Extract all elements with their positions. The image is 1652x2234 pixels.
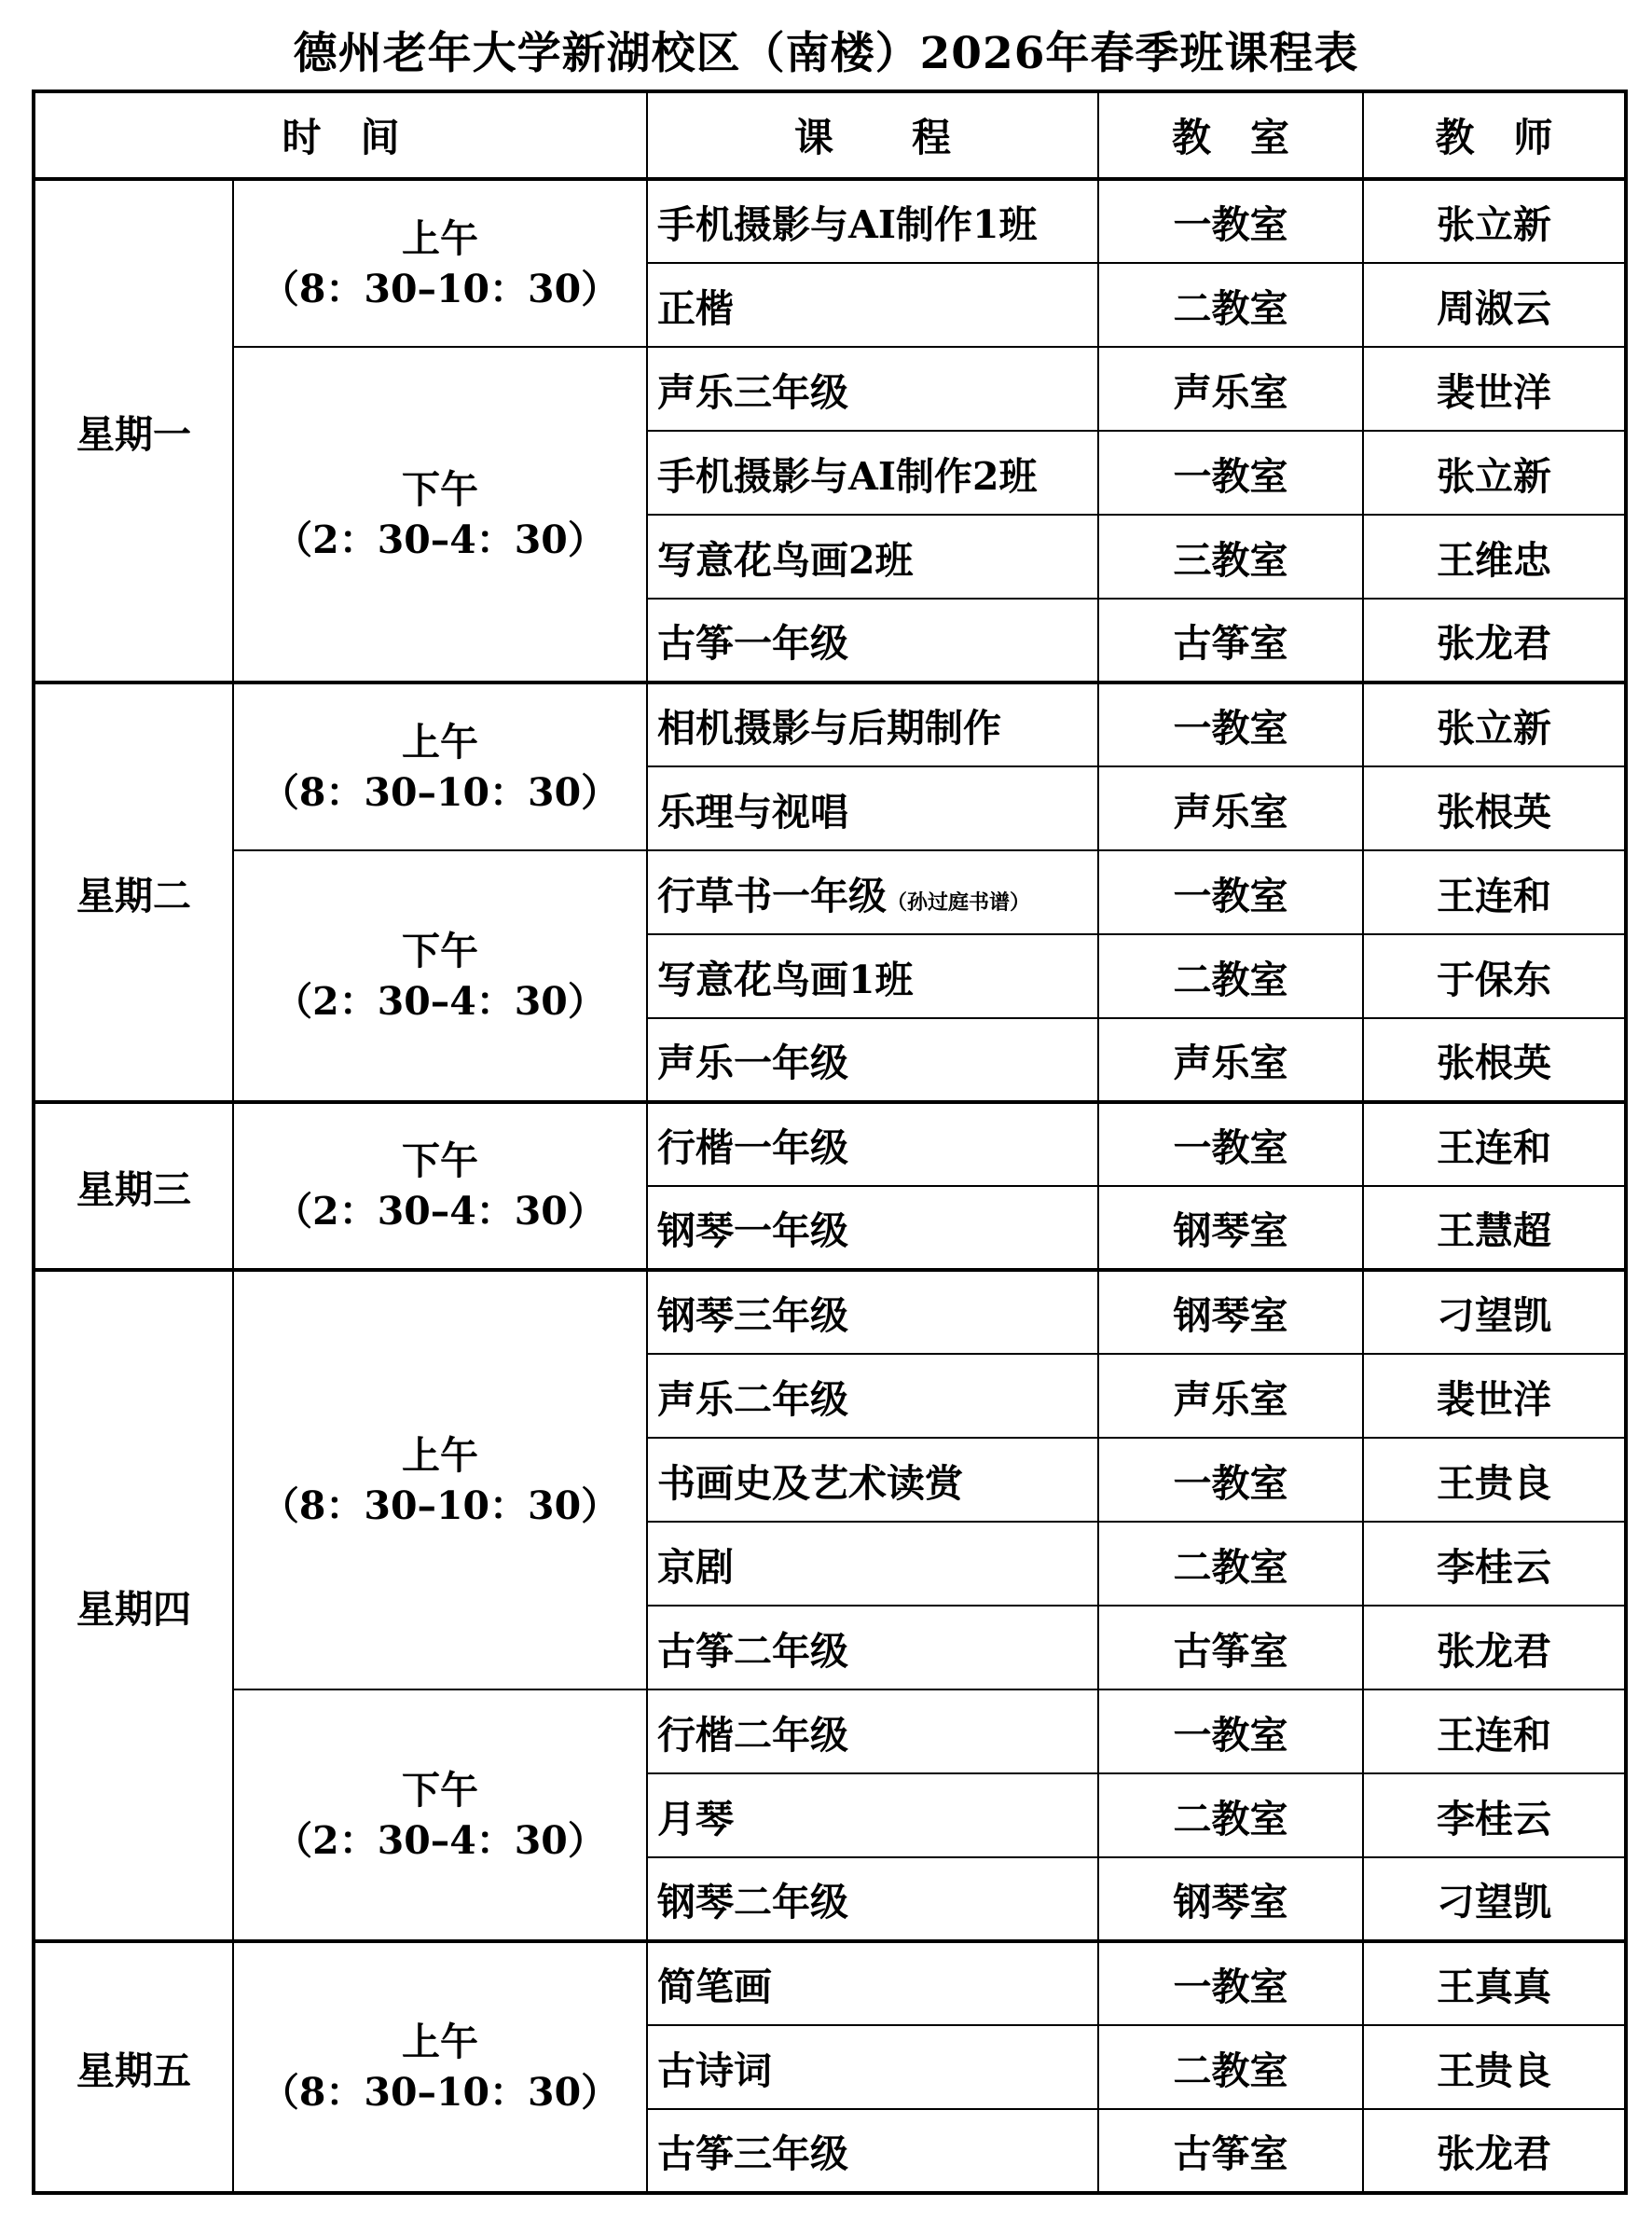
teacher-cell: 裴世洋 [1363, 347, 1626, 431]
classroom-cell: 钢琴室 [1098, 1857, 1363, 1941]
classroom-cell: 二教室 [1098, 263, 1363, 347]
teacher-cell: 张龙君 [1363, 599, 1626, 683]
classroom-cell: 声乐室 [1098, 347, 1363, 431]
time-period-cell [233, 1270, 647, 1689]
teacher-cell: 王连和 [1363, 850, 1626, 934]
course-cell: 乐理与视唱 [647, 766, 1098, 850]
time-period-cell [233, 1689, 647, 1941]
teacher-cell: 李桂云 [1363, 1522, 1626, 1606]
course-cell [647, 850, 1098, 934]
teacher-cell: 王连和 [1363, 1689, 1626, 1773]
time-range: （2：30–4：30） [274, 1817, 606, 1863]
period-label: 上午 [402, 719, 478, 765]
course-name: 行草书一年级 [657, 873, 888, 918]
time-range: （8：30–10：30） [260, 1482, 620, 1528]
time-period-cell [233, 683, 647, 850]
teacher-cell: 王慧超 [1363, 1186, 1626, 1270]
classroom-cell: 声乐室 [1098, 766, 1363, 850]
time-period-cell [233, 850, 647, 1102]
time-range: （2：30–4：30） [274, 517, 606, 562]
period-label: 下午 [402, 1138, 478, 1183]
teacher-cell: 王真真 [1363, 1941, 1626, 2025]
table-row [34, 1941, 1626, 2025]
teacher-cell: 于保东 [1363, 934, 1626, 1018]
teacher-cell: 王贵良 [1363, 2025, 1626, 2109]
teacher-cell: 裴世洋 [1363, 1354, 1626, 1438]
classroom-cell: 二教室 [1098, 934, 1363, 1018]
weekday-cell: 星期三 [34, 1102, 233, 1270]
classroom-cell: 一教室 [1098, 1102, 1363, 1186]
course-cell: 写意花鸟画2班 [647, 515, 1098, 599]
course-cell: 简笔画 [647, 1941, 1098, 2025]
table-header-row [34, 91, 1626, 179]
course-note: （孙过庭书谱） [887, 889, 1031, 915]
classroom-cell: 二教室 [1098, 1773, 1363, 1857]
teacher-cell: 刁望凯 [1363, 1270, 1626, 1354]
teacher-cell: 王连和 [1363, 1102, 1626, 1186]
course-cell: 钢琴一年级 [647, 1186, 1098, 1270]
teacher-cell: 王维忠 [1363, 515, 1626, 599]
classroom-cell: 钢琴室 [1098, 1270, 1363, 1354]
table-row [34, 1102, 1626, 1186]
time-range: （8：30–10：30） [260, 2070, 620, 2115]
time-period-cell [233, 1102, 647, 1270]
period-label: 下午 [402, 1767, 478, 1813]
course-cell: 古筝三年级 [647, 2109, 1098, 2193]
period-label: 上午 [402, 215, 478, 261]
course-cell: 钢琴三年级 [647, 1270, 1098, 1354]
teacher-cell: 张龙君 [1363, 2109, 1626, 2193]
classroom-cell: 二教室 [1098, 2025, 1363, 2109]
time-period-cell [233, 1941, 647, 2193]
teacher-cell: 王贵良 [1363, 1438, 1626, 1522]
course-cell: 正楷 [647, 263, 1098, 347]
weekday-cell: 星期五 [34, 1941, 233, 2193]
classroom-cell: 一教室 [1098, 1689, 1363, 1773]
classroom-cell: 二教室 [1098, 1522, 1363, 1606]
teacher-cell: 张龙君 [1363, 1606, 1626, 1689]
course-cell: 手机摄影与AI制作2班 [647, 431, 1098, 515]
time-range: （2：30–4：30） [274, 1189, 606, 1234]
time-range: （2：30–4：30） [274, 978, 606, 1024]
table-row [34, 347, 1626, 431]
course-cell: 钢琴二年级 [647, 1857, 1098, 1941]
classroom-cell: 三教室 [1098, 515, 1363, 599]
classroom-cell: 钢琴室 [1098, 1186, 1363, 1270]
table-row [34, 1270, 1626, 1354]
course-cell: 月琴 [647, 1773, 1098, 1857]
classroom-cell: 古筝室 [1098, 1606, 1363, 1689]
page-title: 德州老年大学新湖校区（南楼）2026年春季班课程表 [293, 28, 1359, 79]
period-label: 下午 [402, 466, 478, 512]
weekday-cell: 星期四 [34, 1270, 233, 1941]
teacher-cell: 张根英 [1363, 1018, 1626, 1102]
course-schedule-table [32, 90, 1628, 2195]
course-cell: 声乐二年级 [647, 1354, 1098, 1438]
teacher-cell: 李桂云 [1363, 1773, 1626, 1857]
period-label: 下午 [402, 928, 478, 973]
period-label: 上午 [402, 1432, 478, 1478]
classroom-column-header: 教 室 [1098, 91, 1363, 179]
classroom-cell: 一教室 [1098, 1941, 1363, 2025]
teacher-cell: 张立新 [1363, 683, 1626, 766]
course-cell: 写意花鸟画1班 [647, 934, 1098, 1018]
course-cell: 京剧 [647, 1522, 1098, 1606]
classroom-cell: 声乐室 [1098, 1018, 1363, 1102]
table-row [34, 850, 1626, 934]
table-row [34, 683, 1626, 766]
course-cell: 手机摄影与AI制作1班 [647, 179, 1098, 263]
weekday-cell: 星期一 [34, 179, 233, 683]
time-period-cell [233, 179, 647, 347]
course-cell: 行楷二年级 [647, 1689, 1098, 1773]
course-cell: 古诗词 [647, 2025, 1098, 2109]
table-row [34, 179, 1626, 263]
classroom-cell: 古筝室 [1098, 599, 1363, 683]
time-column-header: 时 间 [34, 91, 647, 179]
teacher-column-header: 教 师 [1363, 91, 1626, 179]
course-cell: 古筝二年级 [647, 1606, 1098, 1689]
course-cell: 相机摄影与后期制作 [647, 683, 1098, 766]
classroom-cell: 一教室 [1098, 431, 1363, 515]
table-row [34, 1689, 1626, 1773]
classroom-cell: 声乐室 [1098, 1354, 1363, 1438]
classroom-cell: 一教室 [1098, 179, 1363, 263]
teacher-cell: 刁望凯 [1363, 1857, 1626, 1941]
classroom-cell: 一教室 [1098, 683, 1363, 766]
course-column-header: 课 程 [647, 91, 1098, 179]
time-range: （8：30–10：30） [260, 769, 620, 815]
period-label: 上午 [402, 2020, 478, 2064]
time-period-cell [233, 347, 647, 683]
course-cell: 书画史及艺术读赏 [647, 1438, 1098, 1522]
course-cell: 声乐三年级 [647, 347, 1098, 431]
teacher-cell: 张立新 [1363, 179, 1626, 263]
classroom-cell: 古筝室 [1098, 2109, 1363, 2193]
teacher-cell: 张立新 [1363, 431, 1626, 515]
classroom-cell: 一教室 [1098, 850, 1363, 934]
course-cell: 声乐一年级 [647, 1018, 1098, 1102]
time-range: （8：30–10：30） [260, 266, 620, 311]
teacher-cell: 张根英 [1363, 766, 1626, 850]
classroom-cell: 一教室 [1098, 1438, 1363, 1522]
teacher-cell: 周淑云 [1363, 263, 1626, 347]
course-cell: 行楷一年级 [647, 1102, 1098, 1186]
weekday-cell: 星期二 [34, 683, 233, 1102]
course-cell: 古筝一年级 [647, 599, 1098, 683]
